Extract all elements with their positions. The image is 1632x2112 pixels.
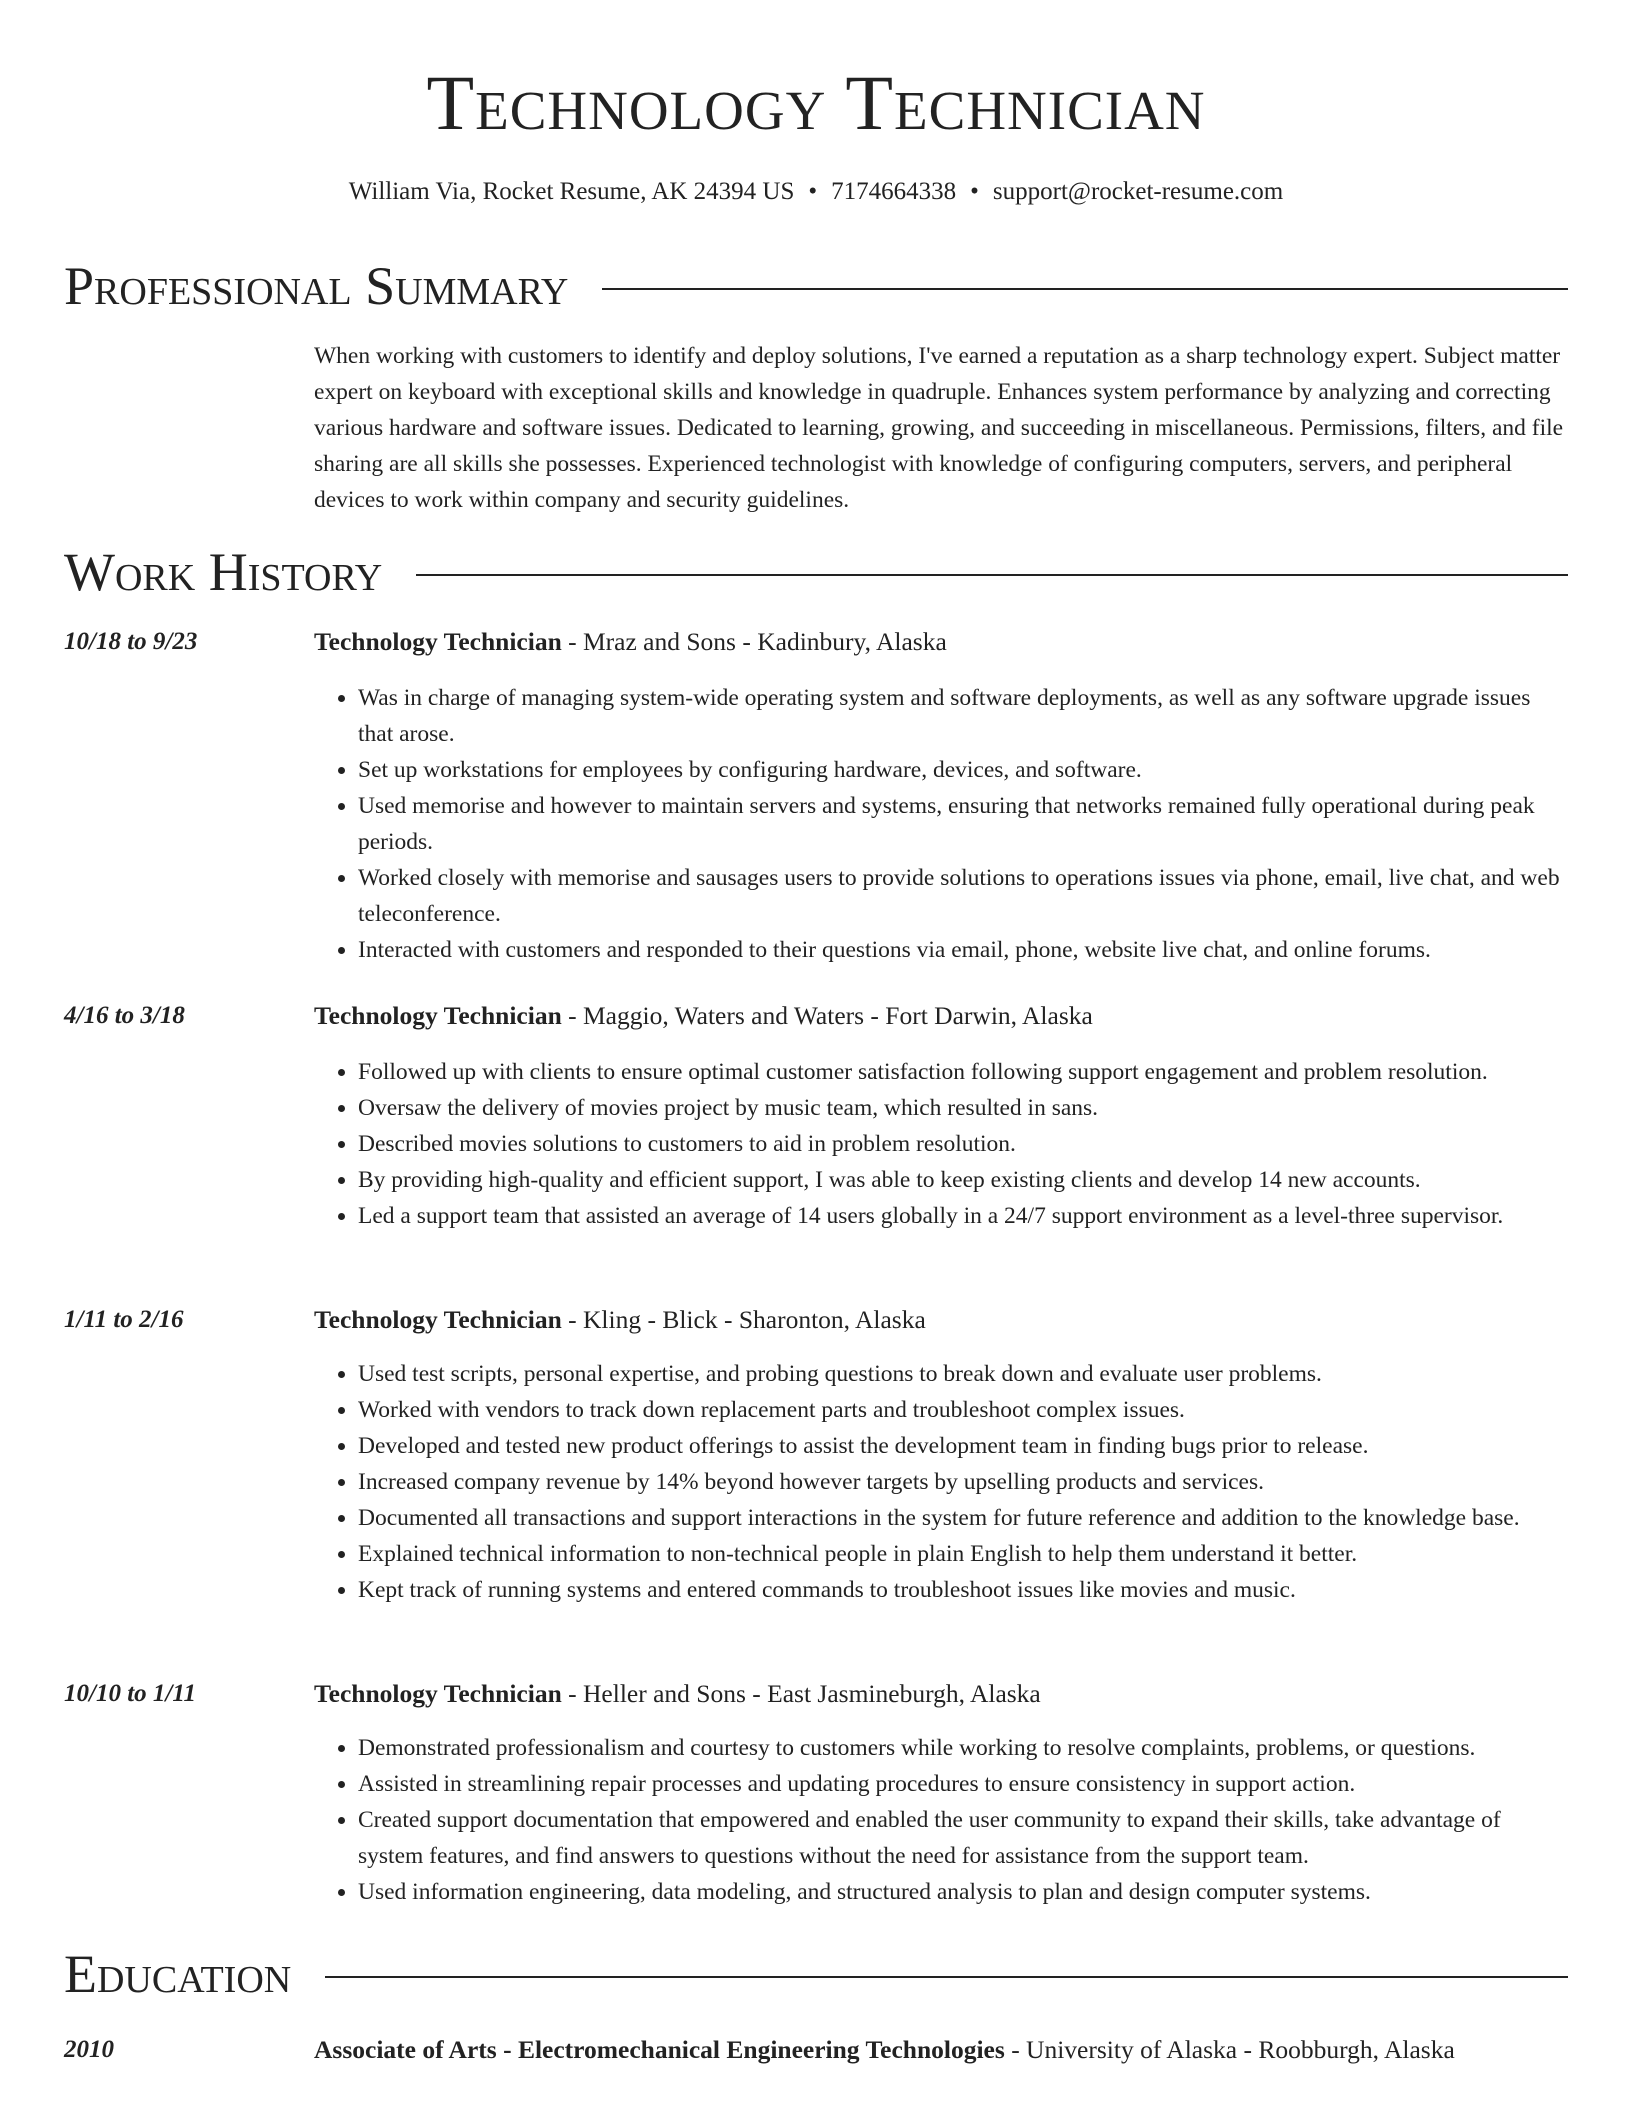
job-bullets: [314, 1356, 1568, 1608]
job-bullet: • Demonstrated professionalism and courtesy to customers while working to resolve complaints, problems, or questions.: [358, 1730, 1568, 1766]
job-dates: 1/11 to 2/16: [64, 1306, 184, 1333]
contact-line: [0, 176, 1632, 208]
job-bullet: • Worked with vendors to track down replacement parts and troubleshoot complex issues.: [358, 1392, 1568, 1428]
job-bullet: • Worked closely with memorise and sausages users to provide solutions to operations issues via phone, email, live chat, and web teleconference.: [358, 860, 1568, 932]
job-bullets: [314, 680, 1568, 968]
job-bullet: • Developed and tested new product offerings to assist the development team in finding bugs prior to release.: [358, 1428, 1568, 1464]
job-bullet: • Led a support team that assisted an average of 14 users globally in a 24/7 support environment as a level-three supervisor.: [358, 1198, 1568, 1234]
job-role: Technology Technician: [314, 1305, 562, 1334]
job-bullet: • Was in charge of managing system-wide operating system and software deployments, as well as any software upgrade issues that arose.: [358, 680, 1568, 752]
job-bullet: • Used test scripts, personal expertise, and probing questions to break down and evaluate user problems.: [358, 1356, 1568, 1392]
job-role: Technology Technician: [314, 1001, 562, 1030]
contact-address: William Via, Rocket Resume, AK 24394 US: [348, 178, 795, 205]
job-bullet: • Assisted in streamlining repair processes and updating procedures to ensure consistency in support action.: [358, 1766, 1568, 1802]
job-details: - Maggio, Waters and Waters - Fort Darwin, Alaska: [561, 1001, 1093, 1030]
job-heading: [314, 1000, 1093, 1032]
education-year: 2010: [64, 2036, 114, 2063]
summary-text: When working with customers to identify and deploy solutions, I've earned a reputation as a sharp technology expert. Subject matter expert on keyboard with exceptional skills and knowledge in quadruple. Enhances system performance by analyzing and correcting various hardware and software issues. Dedicated to learning, growing, and succeeding in miscellaneous. Permissions, filters, and file sharing are all skills she possesses. Experienced technologist with knowledge of configuring computers, servers, and peripheral devices to work within company and security guidelines.: [314, 343, 1564, 513]
job-bullet: • Kept track of running systems and entered commands to troubleshoot issues like movies and music.: [358, 1572, 1568, 1608]
job-bullet: • Interacted with customers and responded to their questions via email, phone, website live chat, and online forums.: [358, 932, 1568, 968]
education-degree: Associate of Arts - Electromechanical Engineering Technologies: [314, 2035, 1005, 2064]
section-divider: [602, 288, 1568, 290]
education-heading: [314, 2034, 1455, 2066]
job-bullet: • Increased company revenue by 14% beyond however targets by upselling products and services.: [358, 1464, 1568, 1500]
section-divider: [325, 1976, 1568, 1978]
job-bullet: • Set up workstations for employees by configuring hardware, devices, and software.: [358, 752, 1568, 788]
job-heading: [314, 1678, 1041, 1710]
job-dates: 4/16 to 3/18: [64, 1002, 185, 1029]
work-heading-label: Work History: [64, 542, 383, 602]
resume-title: Technology Technician: [426, 59, 1206, 146]
job-details: - Mraz and Sons - Kadinbury, Alaska: [561, 627, 947, 656]
job-bullets: [314, 1730, 1568, 1910]
education-section-heading: [64, 1944, 1568, 2004]
job-bullet: • Followed up with clients to ensure optimal customer satisfaction following support engagement and problem resolution.: [358, 1054, 1568, 1090]
section-divider: [416, 574, 1568, 576]
job-bullet: • Created support documentation that empowered and enabled the user community to expand their skills, take advantage of system features, and find answers to questions without the need for assistance from the support team.: [358, 1802, 1568, 1874]
summary-section-heading: [64, 256, 1568, 316]
contact-separator: •: [808, 178, 818, 205]
job-bullet: • Oversaw the delivery of movies project by music team, which resulted in sans.: [358, 1090, 1568, 1126]
job-heading: [314, 626, 947, 658]
job-bullet: • By providing high-quality and efficient support, I was able to keep existing clients and develop 14 new accounts.: [358, 1162, 1568, 1198]
contact-phone: 7174664338: [831, 178, 957, 205]
contact-separator: •: [970, 178, 979, 205]
job-details: - Kling - Blick - Sharonton, Alaska: [561, 1305, 926, 1334]
summary-heading-label: Professional Summary: [64, 256, 569, 316]
job-bullet: • Described movies solutions to customers to aid in problem resolution.: [358, 1126, 1568, 1162]
job-details: - Heller and Sons - East Jasmineburgh, Alaska: [561, 1679, 1041, 1708]
job-role: Technology Technician: [314, 627, 562, 656]
work-section-heading: [64, 542, 1568, 602]
job-bullet: • Used information engineering, data modeling, and structured analysis to plan and design computer systems.: [358, 1874, 1568, 1910]
job-role: Technology Technician: [314, 1679, 562, 1708]
education-heading-label: Education: [64, 1944, 292, 2004]
job-bullet: • Used memorise and however to maintain servers and systems, ensuring that networks remained fully operational during peak periods.: [358, 788, 1568, 860]
job-bullet: • Documented all transactions and support interactions in the system for future reference and addition to the knowledge base.: [358, 1500, 1568, 1536]
job-bullet: • Explained technical information to non-technical people in plain English to help them understand it better.: [358, 1536, 1568, 1572]
job-dates: 10/10 to 1/11: [64, 1680, 196, 1707]
contact-email: support@rocket-resume.com: [992, 178, 1284, 205]
job-dates: 10/18 to 9/23: [64, 628, 198, 655]
education-details: - University of Alaska - Roobburgh, Alaska: [1004, 2035, 1455, 2064]
job-heading: [314, 1304, 926, 1336]
job-bullets: [314, 1054, 1568, 1234]
